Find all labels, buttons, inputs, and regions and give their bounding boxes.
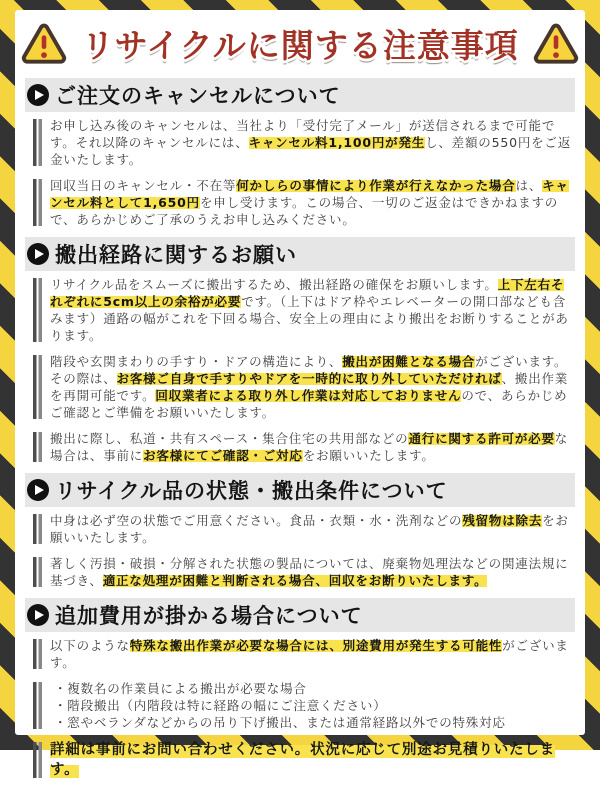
section-heading: 追加費用が掛かる場合について <box>55 604 363 628</box>
plain-text: 以下のような <box>50 638 130 653</box>
highlighted-text: 回収業者による取り外し作業は対応しておりません <box>155 388 462 403</box>
paragraph-marker <box>33 742 42 778</box>
paragraph-marker <box>33 179 42 226</box>
play-icon <box>27 604 49 626</box>
highlighted-text: 上下左右それぞれに5cm以上の余裕が必要 <box>50 277 565 309</box>
title-banner <box>25 14 575 75</box>
play-icon <box>27 84 49 106</box>
paragraph-marker <box>33 355 42 419</box>
plain-text: お申し込み後のキャンセルは、当社より「受付完了メール」が送信されるまで可能です。それ以降のキャンセルには、 <box>50 118 556 150</box>
play-icon <box>27 479 49 501</box>
paragraph <box>33 555 573 589</box>
highlighted-text: 搬出が困難となる場合 <box>342 354 476 369</box>
plain-text: を申し受けます。この場合、一切のご返金はできかねますので、あらかじめご了承のうえお申し込みください。 <box>50 195 559 227</box>
paragraph <box>33 512 573 546</box>
highlighted-text: 通行に関する許可が必要 <box>408 431 555 446</box>
plain-text: 著しく汚損・破損・分解された状態の製品については、廃棄物処理法などの関連法規に基づき、 <box>50 556 569 588</box>
notice-section-2 <box>25 237 575 464</box>
paragraph-marker <box>33 639 42 669</box>
plain-text: 、搬出作業を再開可能です。 <box>50 371 569 403</box>
highlighted-text: 詳細は事前にお問い合わせください。状況に応じて別途お見積りいたします。 <box>50 742 555 778</box>
paragraph-marker <box>33 514 42 544</box>
paragraph <box>33 117 573 168</box>
highlighted-text: 何かしらの事情により作業が行えなかった場合 <box>236 178 516 193</box>
paragraph <box>33 276 573 344</box>
notice-content <box>15 10 585 778</box>
highlighted-text: キャンセル料1,100円が発生 <box>248 135 426 150</box>
plain-text: な場合は、事前に <box>50 431 569 463</box>
warning-triangle-icon <box>533 23 579 65</box>
plain-text: リサイクル品をスムーズに搬出するため、搬出経路の確保をお願いします。 <box>50 277 498 292</box>
paragraph <box>33 430 573 464</box>
highlighted-text: 残留物は除去 <box>462 513 543 528</box>
section-header <box>25 78 575 112</box>
paragraph-text <box>50 512 573 546</box>
paragraph-text <box>50 430 573 464</box>
paragraph-marker <box>33 682 42 729</box>
paragraph-marker <box>33 278 42 342</box>
paragraph <box>33 353 573 421</box>
plain-text: は、 <box>515 178 543 193</box>
section-heading: 搬出経路に関するお願い <box>55 243 297 267</box>
notice-section-3 <box>25 473 575 589</box>
paragraph-marker <box>33 557 42 587</box>
paragraph-text <box>50 555 573 589</box>
plain-text: 階段や玄関まわりの手すり・ドアの構造により、 <box>50 354 343 369</box>
plain-text: し、差額の550円をご返金いたします。 <box>50 135 572 167</box>
plain-text: がございます。 <box>50 638 569 670</box>
paragraph-text <box>50 177 573 228</box>
warning-triangle-icon <box>21 23 67 65</box>
highlighted-text: お客様にてご確認・ご対応 <box>143 448 303 463</box>
paragraph-marker <box>33 432 42 462</box>
highlighted-text: お客様ご自身で手すりやドアを一時的に取り外していただければ <box>116 371 502 386</box>
highlighted-text: 適正な処理が困難と判断される場合、回収をお断りいたします。 <box>102 573 488 588</box>
notice-section-1 <box>25 78 575 228</box>
paragraph-text <box>50 276 573 344</box>
paragraph-text <box>50 117 573 168</box>
section-header <box>25 598 575 632</box>
highlighted-text: 特殊な搬出作業が必要な場合には、別途費用が発生する可能性 <box>129 638 503 653</box>
plain-text: 中身は必ず空の状態でご用意ください。食品・衣類・水・洗剤などの <box>50 513 463 528</box>
paragraph <box>33 740 573 780</box>
plain-text: ので、あらかじめご確認とご準備をお願いいたします。 <box>50 388 568 420</box>
section-header <box>25 473 575 507</box>
bullet-item: ・窓やベランダなどからの吊り下げ搬出、または通常経路以外での特殊対応 <box>54 715 506 730</box>
section-header <box>25 237 575 271</box>
highlighted-text: キャンセル料として1,650円 <box>50 178 569 210</box>
page-title: リサイクルに関する注意事項 <box>81 26 519 65</box>
bullet-item: ・階段搬出（内階段は特に経路の幅にご注意ください） <box>54 698 387 713</box>
play-icon <box>27 243 49 265</box>
plain-text: がございます。その際は、 <box>50 354 568 386</box>
plain-text: 搬出に際し、私道・共有スペース・集合住宅の共用部などの <box>50 431 409 446</box>
paragraph <box>33 177 573 228</box>
paragraph <box>33 637 573 671</box>
plain-text: 回収当日のキャンセル・不在等 <box>50 178 237 193</box>
paragraph-text <box>50 740 573 780</box>
bullet-item: ・複数名の作業員による搬出が必要な場合 <box>54 681 307 696</box>
paragraph-text <box>50 637 573 671</box>
section-heading: リサイクル品の状態・搬出条件について <box>55 479 448 503</box>
notice-section-4 <box>25 598 575 780</box>
section-heading: ご注文のキャンセルについて <box>55 84 341 108</box>
paragraph-text <box>50 353 573 421</box>
plain-text: です。（上下はドア枠やエレベーターの開口部なども含みます）通路の幅がこれを下回る場合、安全上の理由により搬出をお断りすることがあります。 <box>50 294 569 343</box>
sections-container <box>25 75 575 789</box>
plain-text: をお願いいたします。 <box>50 513 569 545</box>
bullet-list <box>33 680 573 731</box>
plain-text: をお願いいたします。 <box>302 448 435 463</box>
bullet-text <box>50 680 506 731</box>
paragraph-marker <box>33 119 42 166</box>
